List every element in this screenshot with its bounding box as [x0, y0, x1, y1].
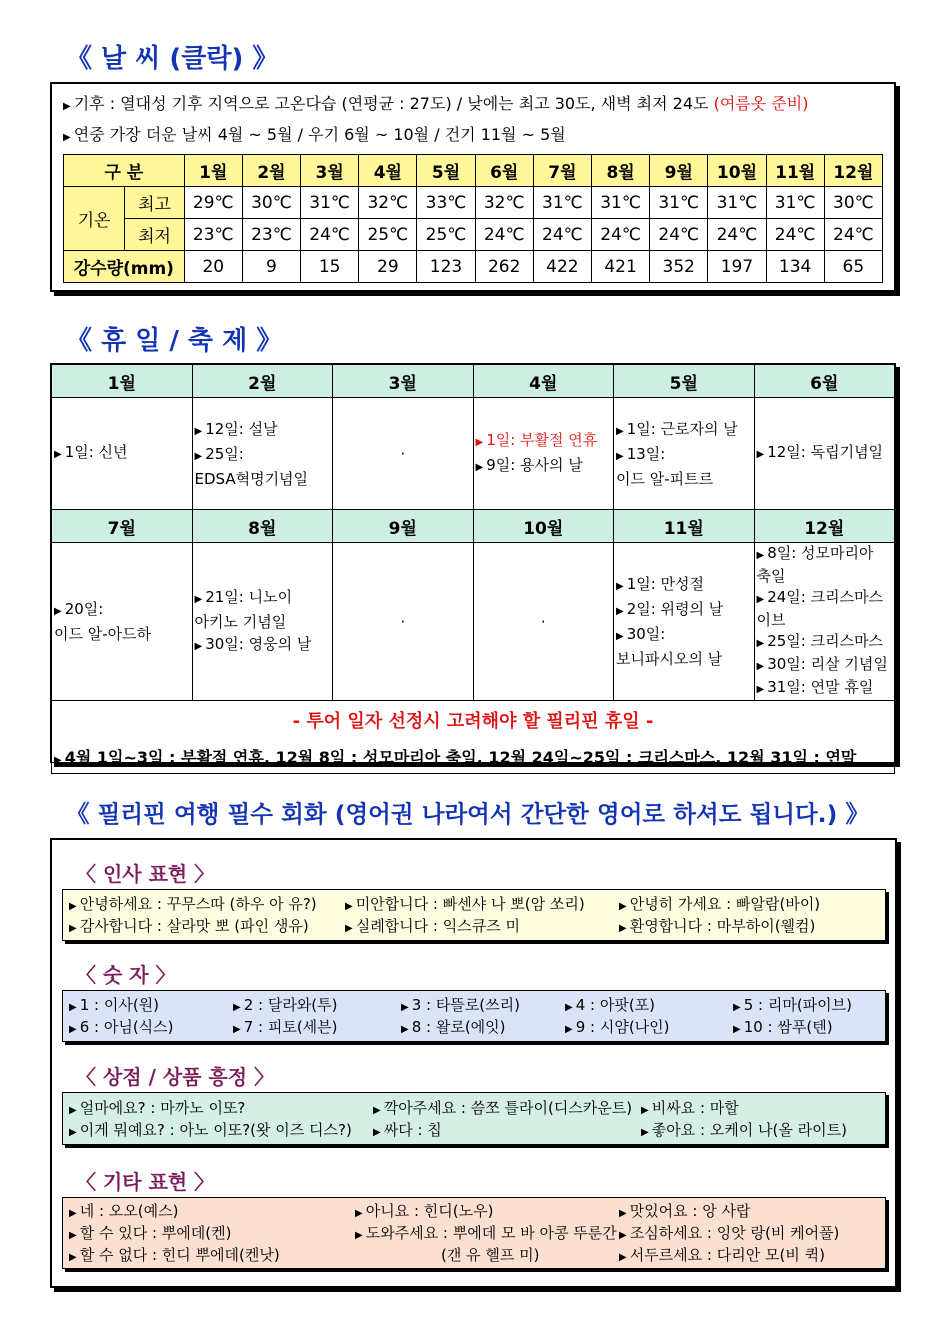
holiday-item: ▶ 30일: 영웅의 날: [194, 634, 312, 653]
max-cell: 31℃: [708, 187, 766, 219]
triangle-right-icon: ▶: [373, 1127, 381, 1138]
triangle-right-icon: ▶: [194, 593, 203, 605]
triangle-right-icon: ▶: [565, 1002, 573, 1013]
weather-box: [50, 82, 896, 292]
number-item: ▶ 8 : 왈로(에잇): [401, 1018, 506, 1036]
triangle-right-icon: ▶: [355, 1208, 363, 1219]
triangle-right-icon: ▶: [69, 901, 77, 912]
holiday-month-row-1: [52, 365, 895, 398]
triangle-right-icon: ▶: [194, 425, 203, 437]
phrase-item: ▶ 네 : 오오(예스): [69, 1202, 179, 1220]
triangle-right-icon: ▶: [54, 449, 62, 460]
min-cell: 24℃: [708, 219, 766, 251]
triangle-right-icon: ▶: [475, 461, 484, 473]
month-header: 7월: [533, 155, 591, 187]
triangle-right-icon: ▶: [733, 1002, 741, 1013]
holiday-cell-oct: ·: [473, 543, 614, 701]
triangle-right-icon: ▶: [619, 1230, 627, 1241]
min-cell: 24℃: [592, 219, 650, 251]
triangle-right-icon: ▶: [619, 1208, 627, 1219]
triangle-right-icon: ▶: [69, 1252, 77, 1263]
month-header: 8월: [592, 155, 650, 187]
holiday-item-cont: 보니파시오의 날: [616, 650, 723, 668]
weather-heading: 《 날 씨 (클락) 》: [66, 44, 279, 74]
phrase-item: ▶ 서두르세요 : 다리안 모(비 퀵): [619, 1246, 825, 1264]
phrase-item: ▶ 안녕히 가세요 : 빠알람(바이): [619, 895, 821, 913]
phrase-item: ▶ 얼마에요? : 마까노 이또?: [69, 1099, 246, 1117]
holiday-item: ▶ 24일: 크리스마스: [756, 588, 884, 606]
triangle-right-icon: ▶: [616, 631, 624, 642]
number-box: [62, 990, 886, 1042]
month-header: 1월: [184, 155, 242, 187]
triangle-right-icon: ▶: [355, 1230, 363, 1241]
rain-cell: 352: [650, 251, 708, 283]
rain-cell: 9: [242, 251, 300, 283]
triangle-right-icon: ▶: [401, 1024, 409, 1035]
month-header: 6월: [475, 155, 533, 187]
phrase-item-cont: (갠 유 헬프 미): [441, 1246, 540, 1264]
holiday-cell-feb: [192, 398, 333, 510]
holiday-heading: 《 휴 일 / 축 제 》: [66, 326, 283, 356]
holiday-cell-jun: [754, 398, 895, 510]
phrase-item: ▶ 조심하세요 : 잉앗 랑(비 케어풀): [619, 1224, 840, 1242]
rain-cell: 422: [533, 251, 591, 283]
holiday-item: ▶ 21일: 니노이: [194, 587, 293, 606]
max-cell: 31℃: [766, 187, 824, 219]
month-header: 12월: [824, 155, 882, 187]
min-cell: 24℃: [475, 219, 533, 251]
phrase-item: ▶ 싸다 : 칩: [373, 1121, 442, 1139]
holiday-item-cont: 축일: [756, 567, 786, 585]
triangle-right-icon: ▶: [565, 1024, 573, 1035]
rain-cell: 29: [359, 251, 417, 283]
number-item: ▶ 9 : 시얌(나인): [565, 1018, 670, 1036]
holiday-summary: ▶ 4월 1일~3일 : 부활절 연휴, 12월 8일 : 성모마리아 축일, 12월 24일~25일 : 크리스마스, 12월 31일 : 연말: [52, 739, 895, 774]
triangle-right-icon: ▶: [233, 1024, 241, 1035]
phrase-item: ▶ 실례합니다 : 익스큐즈 미: [345, 917, 520, 935]
holiday-item: ▶ 31일: 연말 휴일: [756, 678, 874, 696]
max-cell: 30℃: [242, 187, 300, 219]
max-cell: 30℃: [824, 187, 882, 219]
triangle-right-icon: ▶: [373, 1105, 381, 1116]
holiday-item-cont: 이드 알-아드하: [54, 625, 152, 643]
max-temp-row: [64, 187, 883, 219]
phrase-item: ▶ 아니요 : 힌디(노우): [355, 1202, 494, 1220]
rain-cell: 134: [766, 251, 824, 283]
rain-cell: 197: [708, 251, 766, 283]
weather-table: [63, 154, 883, 283]
triangle-right-icon: ▶: [616, 581, 624, 592]
holiday-item: ▶ 8일: 성모마리아: [756, 544, 874, 562]
max-cell: 31℃: [301, 187, 359, 219]
holiday-item-cont: EDSA혁명기념일: [194, 469, 309, 488]
min-label: 최저: [125, 219, 184, 251]
holiday-item: ▶ 25일: 크리스마스: [756, 632, 884, 650]
holiday-cell-dec: [754, 543, 895, 701]
triangle-right-icon: ▶: [619, 923, 627, 934]
triangle-right-icon: ▶: [756, 638, 765, 649]
holiday-item: ▶ 1일: 신년: [54, 443, 128, 461]
min-cell: 24℃: [301, 219, 359, 251]
holiday-month-row-2: [52, 510, 895, 543]
phrase-item: ▶ 환영합니다 : 마부하이(웰컴): [619, 917, 816, 935]
holiday-item: ▶ 1일: 만성절: [616, 575, 705, 593]
holiday-item: ▶ 30일: 리살 기념일: [756, 655, 888, 673]
triangle-right-icon: ▶: [641, 1105, 649, 1116]
weather-header-row: [64, 155, 883, 187]
min-cell: 23℃: [184, 219, 242, 251]
triangle-right-icon: ▶: [616, 425, 624, 437]
number-item: ▶ 7 : 피토(세븐): [233, 1018, 338, 1036]
holiday-cell-jul: [52, 543, 193, 701]
holiday-item: ▶ 12일: 설날: [194, 419, 278, 438]
month-header: 11월: [766, 155, 824, 187]
month-header: 9월: [333, 510, 474, 543]
number-item: ▶ 10 : 쌈푸(텐): [733, 1018, 833, 1036]
holiday-cell-jan: [52, 398, 193, 510]
month-header: 11월: [614, 510, 755, 543]
number-item: ▶ 2 : 달라와(투): [233, 996, 338, 1014]
triangle-right-icon: ▶: [733, 1024, 741, 1035]
season-line: ▶ 연중 가장 더운 날씨 4월 ~ 5월 / 우기 6월 ~ 10월 / 건기 11월 ~ 5월: [63, 125, 566, 144]
phrase-item: ▶ 안녕하세요 : 꾸무스따 (하우 아 유?): [69, 895, 317, 913]
rain-row: [64, 251, 883, 283]
month-header: 10월: [473, 510, 614, 543]
temp-label: 기온: [64, 187, 125, 251]
phrase-item: ▶ 깍아주세요 : 씀쪼 틀라이(디스카운트): [373, 1099, 633, 1117]
rain-label: 강수량(mm): [64, 251, 185, 283]
number-item: ▶ 1 : 이사(원): [69, 996, 160, 1014]
rain-cell: 20: [184, 251, 242, 283]
triangle-right-icon: ▶: [475, 436, 484, 448]
month-header: 1월: [52, 365, 193, 398]
number-item: ▶ 6 : 아님(식스): [69, 1018, 174, 1036]
triangle-right-icon: ▶: [69, 1002, 77, 1013]
triangle-right-icon: ▶: [69, 923, 77, 934]
triangle-right-icon: ▶: [69, 1105, 77, 1116]
triangle-right-icon: ▶: [194, 450, 203, 462]
triangle-right-icon: ▶: [63, 101, 71, 112]
holiday-cell-sep: ·: [333, 543, 474, 701]
max-cell: 31℃: [650, 187, 708, 219]
max-label: 최고: [125, 187, 184, 219]
month-header: 8월: [192, 510, 333, 543]
number-item: ▶ 4 : 아팟(포): [565, 996, 656, 1014]
phrase-item: ▶ 감사합니다 : 살라맛 뽀 (파인 생유): [69, 917, 309, 935]
triangle-right-icon: ▶: [616, 450, 624, 462]
max-cell: 31℃: [592, 187, 650, 219]
triangle-right-icon: ▶: [756, 684, 765, 695]
month-header: 3월: [301, 155, 359, 187]
phrases-heading: 《 필리핀 여행 필수 회화 (영어권 나라여서 간단한 영어로 하셔도 됩니다.) 》: [66, 800, 870, 828]
phrase-item: ▶ 할 수 없다 : 힌디 뿌에데(켄낫): [69, 1246, 280, 1264]
triangle-right-icon: ▶: [54, 754, 62, 766]
min-cell: 24℃: [650, 219, 708, 251]
triangle-right-icon: ▶: [63, 132, 71, 143]
min-cell: 24℃: [533, 219, 591, 251]
holiday-table: [51, 364, 895, 774]
phrase-item: ▶ 이게 뭐예요? : 아노 이또?(왓 이즈 디스?): [69, 1121, 352, 1139]
summer-clothes-note: (여름옷 준비): [713, 94, 809, 113]
month-header: 5월: [417, 155, 475, 187]
col-label: 구 분: [64, 155, 185, 187]
triangle-right-icon: ▶: [233, 1002, 241, 1013]
triangle-right-icon: ▶: [756, 550, 765, 561]
triangle-right-icon: ▶: [69, 1127, 77, 1138]
triangle-right-icon: ▶: [69, 1230, 77, 1241]
holiday-cell-may: [614, 398, 755, 510]
month-header: 3월: [333, 365, 474, 398]
etc-box: [62, 1197, 886, 1269]
holiday-summary-row: [52, 739, 895, 774]
month-header: 10월: [708, 155, 766, 187]
max-cell: 32℃: [475, 187, 533, 219]
greet-title: 〈 인사 표현 〉: [76, 862, 215, 886]
phrase-item: ▶ 맛있어요 : 앙 사랍: [619, 1202, 751, 1220]
holiday-cell-mar: ·: [333, 398, 474, 510]
number-item: ▶ 3 : 타뜰로(쓰리): [401, 996, 520, 1014]
holiday-item-cont: 아키노 기념일: [194, 612, 287, 631]
triangle-right-icon: ▶: [641, 1127, 649, 1138]
phrase-item: ▶ 할 수 있다 : 뿌에데(켄): [69, 1224, 232, 1242]
triangle-right-icon: ▶: [756, 449, 765, 460]
month-header: 7월: [52, 510, 193, 543]
holiday-cell-apr: [473, 398, 614, 510]
phrase-item: ▶ 도와주세요 : 뿌에데 모 바 아콩 뚜룬간: [355, 1224, 617, 1242]
etc-title: 〈 기타 표현 〉: [76, 1170, 215, 1194]
triangle-right-icon: ▶: [619, 901, 627, 912]
climate-line: ▶ 기후 : 열대성 기후 지역으로 고온다습 (연평균 : 27도) / 낮에는 최고 30도, 새벽 최저 24도 (여름옷 준비): [63, 94, 809, 113]
min-cell: 24℃: [824, 219, 882, 251]
holiday-item-easter: ▶ 1일: 부활절 연휴: [475, 430, 598, 449]
triangle-right-icon: ▶: [54, 606, 62, 617]
holiday-item: ▶ 1일: 근로자의 날: [616, 419, 738, 438]
month-header: 5월: [614, 365, 755, 398]
holiday-row-1: [52, 398, 895, 510]
phrase-item: ▶ 미안합니다 : 빠센샤 나 뽀(암 쏘리): [345, 895, 585, 913]
min-cell: 25℃: [417, 219, 475, 251]
holiday-box: [50, 363, 896, 767]
holiday-item: ▶ 13일:: [616, 444, 666, 463]
holiday-item: ▶ 25일:: [194, 444, 244, 463]
min-cell: 24℃: [766, 219, 824, 251]
holiday-row-2: [52, 543, 895, 701]
holiday-note-row: [52, 701, 895, 740]
phrase-item: ▶ 비싸요 : 마할: [641, 1099, 739, 1117]
rain-cell: 15: [301, 251, 359, 283]
triangle-right-icon: ▶: [69, 1208, 77, 1219]
triangle-right-icon: ▶: [619, 1252, 627, 1263]
triangle-right-icon: ▶: [401, 1002, 409, 1013]
holiday-item: ▶ 2일: 위령의 날: [616, 600, 724, 618]
month-header: 9월: [650, 155, 708, 187]
triangle-right-icon: ▶: [756, 661, 765, 672]
max-cell: 32℃: [359, 187, 417, 219]
min-cell: 23℃: [242, 219, 300, 251]
max-cell: 29℃: [184, 187, 242, 219]
triangle-right-icon: ▶: [69, 1024, 77, 1035]
triangle-right-icon: ▶: [616, 606, 624, 617]
max-cell: 33℃: [417, 187, 475, 219]
greet-box: [62, 889, 886, 941]
month-header: 4월: [359, 155, 417, 187]
rain-cell: 65: [824, 251, 882, 283]
number-item: ▶ 5 : 리마(파이브): [733, 996, 852, 1014]
rain-cell: 123: [417, 251, 475, 283]
shop-box: [62, 1092, 886, 1145]
month-header: 6월: [754, 365, 895, 398]
holiday-cell-aug: [192, 543, 333, 701]
triangle-right-icon: ▶: [756, 594, 765, 605]
triangle-right-icon: ▶: [345, 901, 353, 912]
rain-cell: 421: [592, 251, 650, 283]
month-header: 12월: [754, 510, 895, 543]
holiday-item-cont: 이드 알-피트르: [616, 469, 714, 488]
holiday-cell-nov: [614, 543, 755, 701]
holiday-item: ▶ 9일: 용사의 날: [475, 455, 583, 474]
num-title: 〈 숫 자 〉: [76, 963, 176, 987]
holiday-item-cont: 이브: [756, 611, 786, 629]
month-header: 4월: [473, 365, 614, 398]
shop-title: 〈 상점 / 상품 흥정 〉: [76, 1065, 275, 1089]
month-header: 2월: [242, 155, 300, 187]
rain-cell: 262: [475, 251, 533, 283]
holiday-item: ▶ 12일: 독립기념일: [756, 443, 884, 461]
min-temp-row: [64, 219, 883, 251]
holiday-item: ▶ 20일:: [54, 600, 104, 618]
triangle-right-icon: ▶: [345, 923, 353, 934]
holiday-item: ▶ 30일:: [616, 625, 666, 643]
triangle-right-icon: ▶: [194, 640, 203, 652]
max-cell: 31℃: [533, 187, 591, 219]
month-header: 2월: [192, 365, 333, 398]
min-cell: 25℃: [359, 219, 417, 251]
phrase-item: ▶ 좋아요 : 오케이 나(올 라이트): [641, 1121, 847, 1139]
holiday-note: - 투어 일자 선정시 고려해야 할 필리핀 휴일 -: [52, 701, 895, 740]
